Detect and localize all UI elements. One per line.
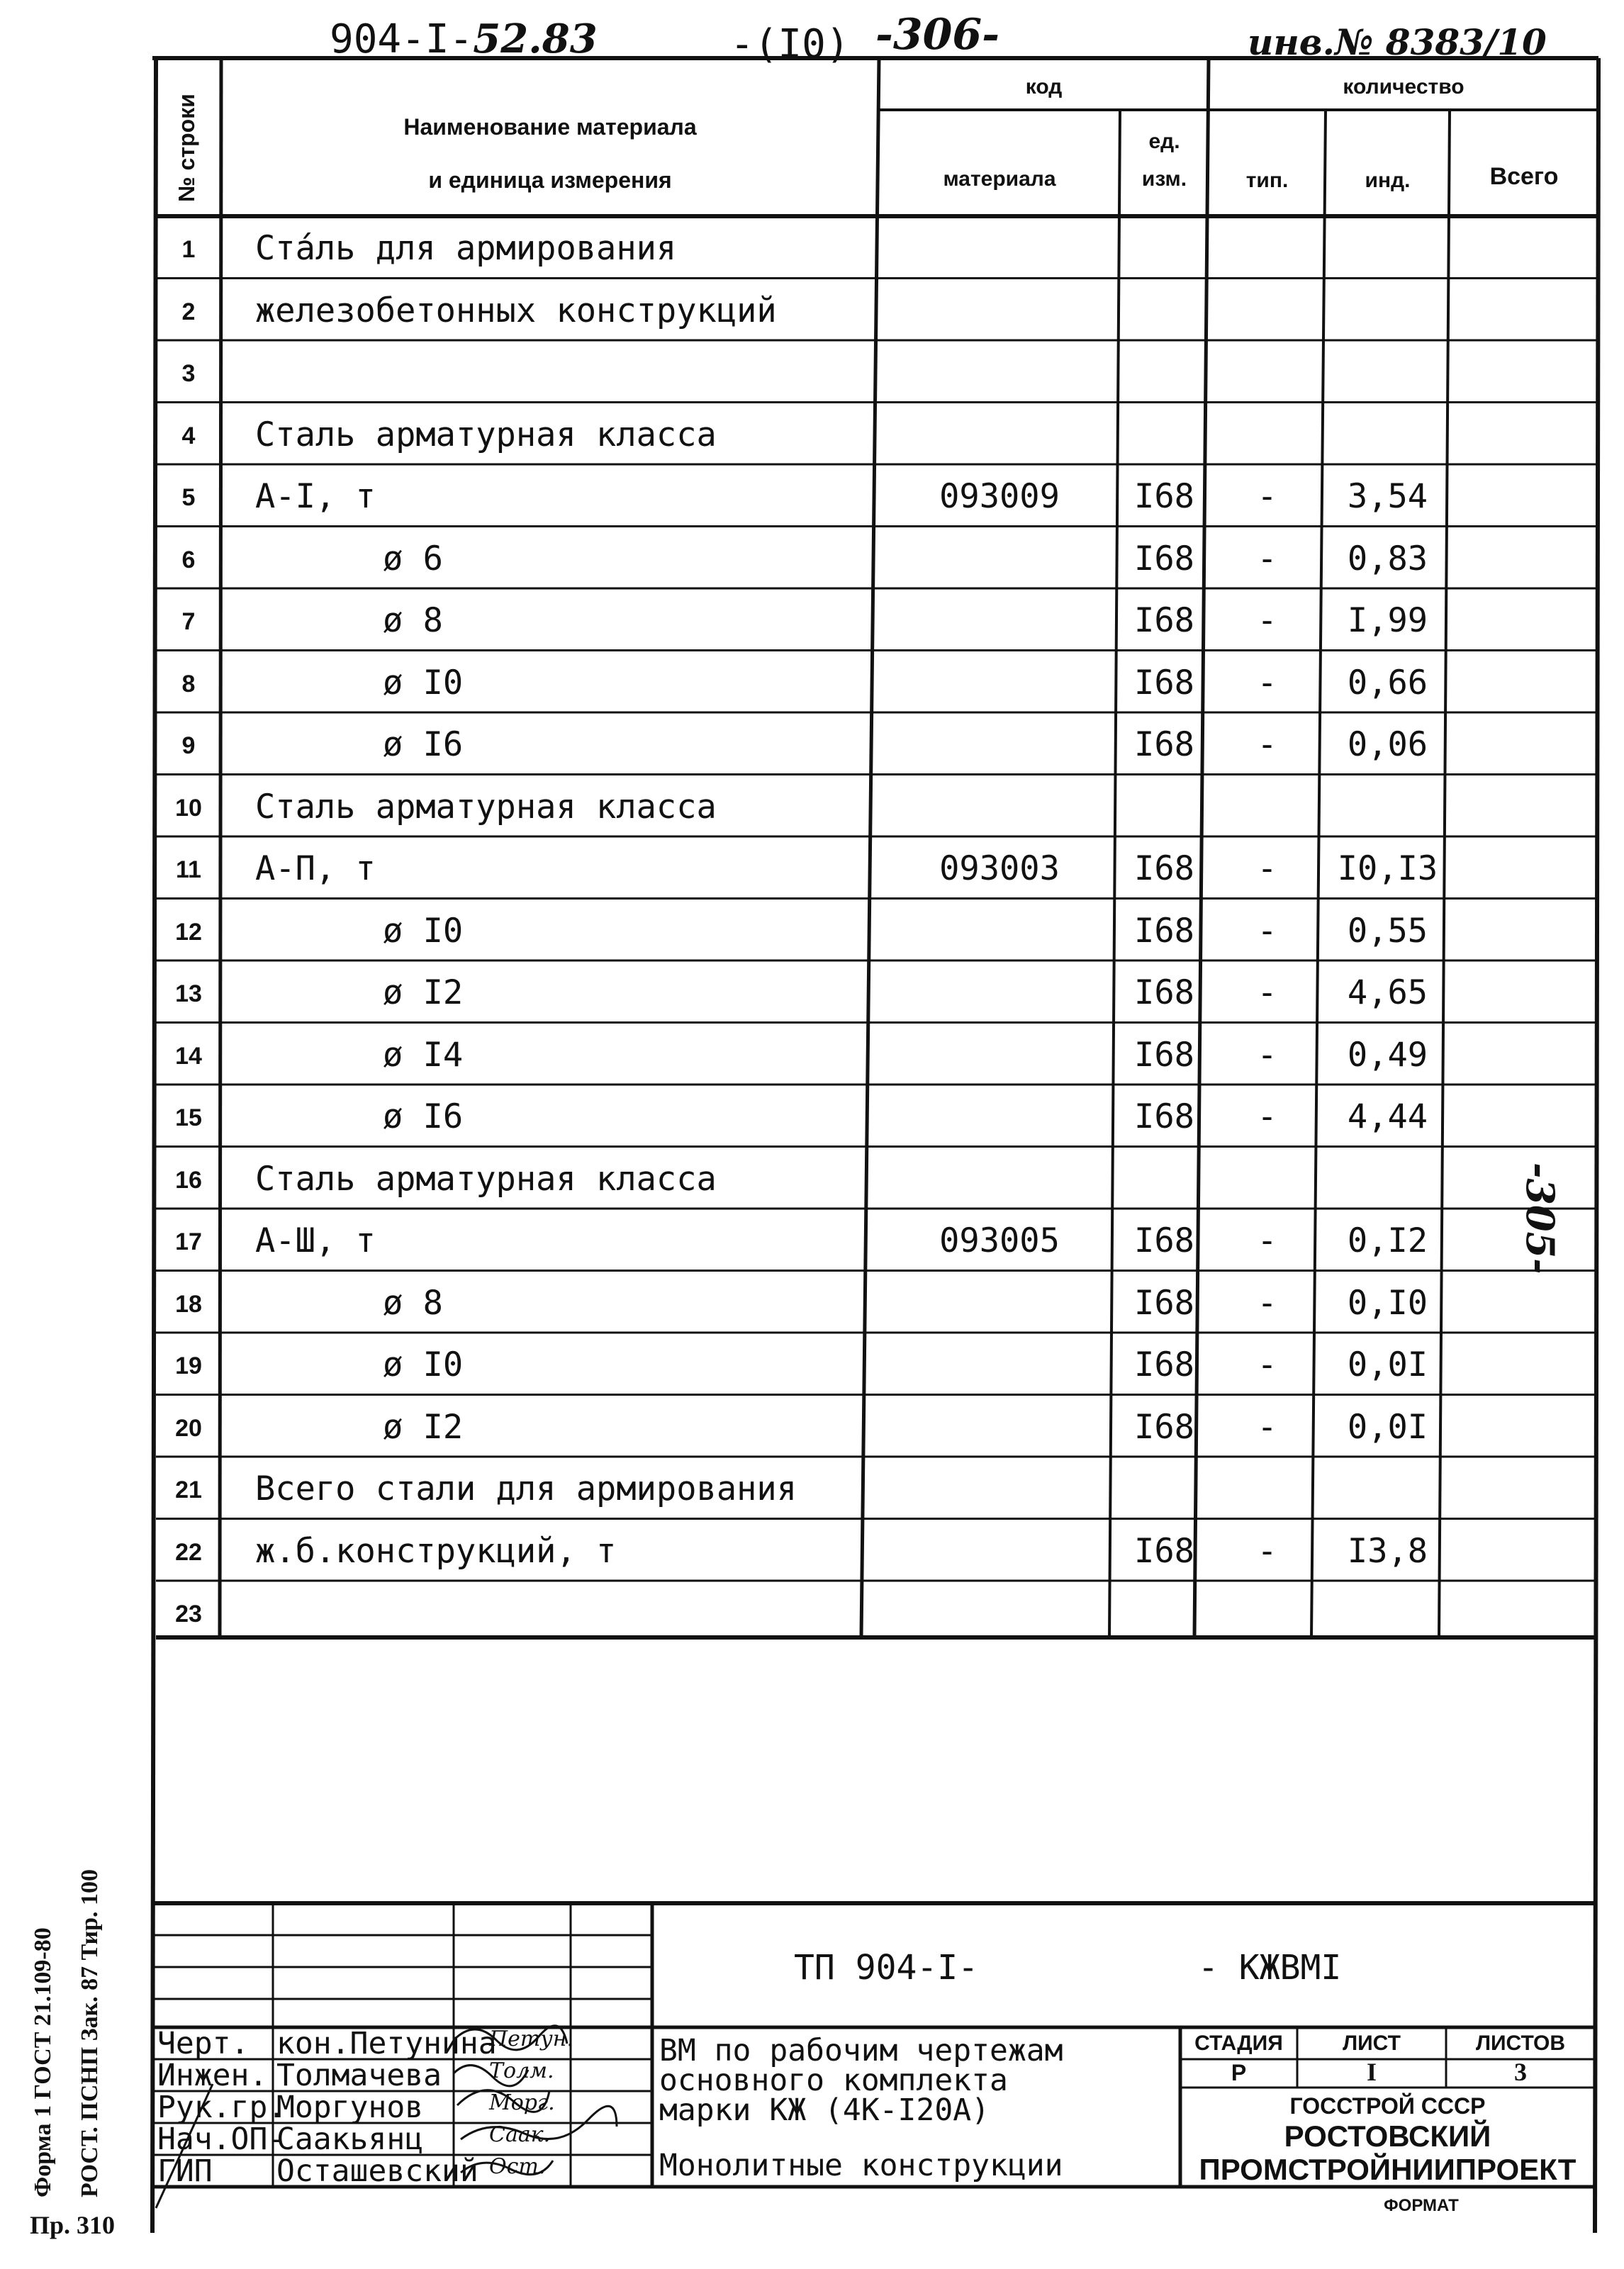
material-name: ø I0 xyxy=(383,1345,464,1384)
row-number: 6 xyxy=(181,546,196,573)
row-number: 17 xyxy=(175,1228,202,1255)
description-line2: основного комплекта xyxy=(659,2063,1008,2098)
unit-code: I68 xyxy=(1134,539,1194,578)
material-name: ø I6 xyxy=(383,725,464,764)
unit-code: I68 xyxy=(1134,911,1194,951)
unit-code: I68 xyxy=(1134,663,1194,702)
quantity-ind: 4,65 xyxy=(1347,973,1428,1012)
quantity-typ: - xyxy=(1257,663,1277,702)
quantity-typ: - xyxy=(1257,1345,1277,1384)
row-number: 7 xyxy=(181,608,196,635)
material-name: А-I, т xyxy=(255,477,376,516)
quantity-ind: 3,54 xyxy=(1347,477,1428,516)
row-number: 2 xyxy=(181,298,196,325)
quantity-typ: - xyxy=(1257,849,1277,888)
material-name: Стáль для армирования xyxy=(255,229,677,268)
material-name: Сталь арматурная класса xyxy=(255,787,717,827)
row-number-header: № строки xyxy=(174,94,199,202)
material-name: ø I2 xyxy=(383,973,464,1012)
signature: Толм. xyxy=(489,2058,554,2083)
quantity-ind: 0,66 xyxy=(1347,663,1428,702)
material-name: ж.б.конструкций, т xyxy=(255,1531,617,1571)
material-name: железобетонных конструкций xyxy=(255,291,777,330)
quantity-typ: - xyxy=(1257,725,1277,764)
quantity-typ: - xyxy=(1257,911,1277,951)
pr-number: Пр. 310 xyxy=(30,2211,116,2239)
page-number-handwritten: -306- xyxy=(875,10,1000,60)
row-number: 22 xyxy=(175,1538,202,1566)
material-name: ø 8 xyxy=(383,601,443,640)
signer-role: Инжен. xyxy=(157,2058,268,2093)
row-number: 14 xyxy=(175,1042,202,1070)
row-number: 21 xyxy=(175,1477,202,1503)
signer-name: Толмачева xyxy=(276,2058,442,2093)
quantity-ind: 0,I2 xyxy=(1347,1221,1428,1260)
row-number: 13 xyxy=(175,980,202,1007)
signer-name: Осташевский xyxy=(276,2153,478,2189)
doc-code: 904-I-52.83 xyxy=(330,16,598,62)
row-number: 10 xyxy=(175,794,202,822)
unit-code: I68 xyxy=(1134,1283,1194,1323)
material-code: 093009 xyxy=(939,477,1060,516)
quantity-ind: 0,49 xyxy=(1347,1035,1428,1075)
material-name: А-П, т xyxy=(255,849,376,888)
sheet-ref: -(I0) xyxy=(730,21,850,67)
quantity-typ: - xyxy=(1257,1035,1277,1075)
signature: Саак. xyxy=(489,2122,551,2147)
signer-role: Рук.гр. xyxy=(157,2090,286,2125)
unit-code: I68 xyxy=(1134,601,1194,640)
description-line1: ВМ по рабочим чертежам xyxy=(659,2033,1063,2068)
unit-header-line2: изм. xyxy=(1141,167,1187,191)
unit-code: I68 xyxy=(1134,1035,1194,1075)
row-number: 18 xyxy=(175,1290,202,1318)
material-name: ø I6 xyxy=(383,1097,464,1136)
signer-name: Саакьянц xyxy=(276,2122,424,2157)
sheets-value: 3 xyxy=(1514,2058,1527,2086)
row-number: 19 xyxy=(175,1352,202,1379)
unit-code: I68 xyxy=(1134,1097,1194,1136)
unit-code: I68 xyxy=(1134,973,1194,1012)
material-name: Сталь арматурная класса xyxy=(255,415,717,454)
description-line3: марки КЖ (4К-I20А) xyxy=(659,2092,990,2128)
signature: Ост. xyxy=(489,2154,546,2179)
quantity-typ: - xyxy=(1257,1221,1277,1260)
row-number: 12 xyxy=(175,918,202,946)
material-name: ø I2 xyxy=(383,1407,464,1447)
ind-header: инд. xyxy=(1365,169,1411,192)
org-line2: РОСТОВСКИЙ xyxy=(1284,2119,1491,2153)
signature: Морг. xyxy=(489,2090,555,2115)
row-number: 3 xyxy=(181,360,196,387)
typ-header: тип. xyxy=(1245,169,1289,192)
code-group-header: код xyxy=(1025,75,1063,99)
unit-header-line1: ед. xyxy=(1148,130,1180,153)
name-header-line2: и единица измерения xyxy=(428,167,672,193)
row-number: 8 xyxy=(181,670,196,697)
unit-code: I68 xyxy=(1134,1407,1194,1447)
total-header: Всего xyxy=(1489,163,1559,190)
row-number: 16 xyxy=(175,1166,202,1194)
row-number: 15 xyxy=(175,1104,202,1131)
unit-code: I68 xyxy=(1134,725,1194,764)
side-mark-handwritten: -305- xyxy=(1518,1162,1563,1274)
signer-role: Нач.ОП- xyxy=(157,2122,286,2157)
quantity-ind: I,99 xyxy=(1347,601,1428,640)
stage-value: Р xyxy=(1231,2060,1247,2085)
material-name: ø I0 xyxy=(383,663,464,702)
signer-name: Моргунов xyxy=(276,2090,424,2125)
row-number: 5 xyxy=(181,484,196,511)
signature: Петун. xyxy=(489,2027,574,2051)
project-code: ТП 904-I- xyxy=(794,1948,979,1988)
material-name: ø 8 xyxy=(383,1283,443,1323)
drawing-mark: - КЖВМI xyxy=(1198,1948,1342,1988)
quantity-typ: - xyxy=(1257,1097,1277,1136)
material-name: ø 6 xyxy=(383,539,443,578)
unit-code: I68 xyxy=(1134,1531,1194,1571)
sheet-value: I xyxy=(1366,2058,1377,2086)
print-reference: РОСТ. ПСНП Зак. 87 Тир. 100 xyxy=(77,1869,103,2197)
quantity-typ: - xyxy=(1257,1407,1277,1447)
quantity-ind: 0,0I xyxy=(1347,1345,1428,1384)
row-number: 11 xyxy=(176,856,201,883)
description-line4: Монолитные конструкции xyxy=(659,2148,1063,2183)
unit-code: I68 xyxy=(1134,849,1194,888)
material-name: Всего стали для армирования xyxy=(255,1469,797,1508)
material-name: А-Ш, т xyxy=(255,1221,376,1260)
quantity-ind: 0,I0 xyxy=(1347,1283,1428,1323)
material-name: ø I4 xyxy=(383,1035,464,1075)
unit-code: I68 xyxy=(1134,1345,1194,1384)
quantity-typ: - xyxy=(1257,477,1277,516)
sheets-label: ЛИСТОВ xyxy=(1475,2032,1566,2055)
material-name: ø I0 xyxy=(383,911,464,951)
row-number: 9 xyxy=(181,732,196,759)
stage-label: СТАДИЯ xyxy=(1194,2032,1283,2055)
quantity-typ: - xyxy=(1257,1531,1277,1571)
form-reference: Форма 1 ГОСТ 21.109-80 xyxy=(30,1927,56,2197)
inventory-number-handwritten: инв.№ 8383/10 xyxy=(1248,21,1547,63)
signer-role: Черт. xyxy=(157,2026,250,2061)
material-code: 093003 xyxy=(939,849,1060,888)
quantity-typ: - xyxy=(1257,601,1277,640)
signer-name: кон.Петунина xyxy=(276,2026,497,2061)
quantity-ind: 0,55 xyxy=(1347,911,1428,951)
quantity-typ: - xyxy=(1257,539,1277,578)
row-number: 1 xyxy=(181,236,196,263)
quantity-ind: I0,I3 xyxy=(1337,849,1438,888)
quantity-group-header: количество xyxy=(1343,75,1465,99)
quantity-typ: - xyxy=(1257,1283,1277,1323)
material-code-header: материала xyxy=(943,167,1056,191)
quantity-ind: 4,44 xyxy=(1347,1097,1428,1136)
org-line3: ПРОМСТРОЙНИИПРОЕКТ xyxy=(1199,2153,1577,2186)
quantity-ind: I3,8 xyxy=(1347,1531,1428,1571)
signer-role: ГИП xyxy=(157,2153,213,2189)
row-number: 4 xyxy=(181,422,196,449)
quantity-ind: 0,06 xyxy=(1347,725,1428,764)
row-number: 23 xyxy=(175,1601,202,1627)
name-header-line1: Наименование материала xyxy=(403,114,697,140)
unit-code: I68 xyxy=(1134,1221,1194,1260)
material-code: 093005 xyxy=(939,1221,1060,1260)
org-line1: ГОССТРОЙ СССР xyxy=(1289,2093,1486,2119)
quantity-ind: 0,0I xyxy=(1347,1407,1428,1447)
format-label: ФОРМАТ xyxy=(1384,2196,1459,2215)
unit-code: I68 xyxy=(1134,477,1194,516)
quantity-ind: 0,83 xyxy=(1347,539,1428,578)
material-name: Сталь арматурная класса xyxy=(255,1159,717,1199)
sheet-label: ЛИСТ xyxy=(1343,2032,1401,2055)
row-number: 20 xyxy=(175,1414,202,1442)
quantity-typ: - xyxy=(1257,973,1277,1012)
